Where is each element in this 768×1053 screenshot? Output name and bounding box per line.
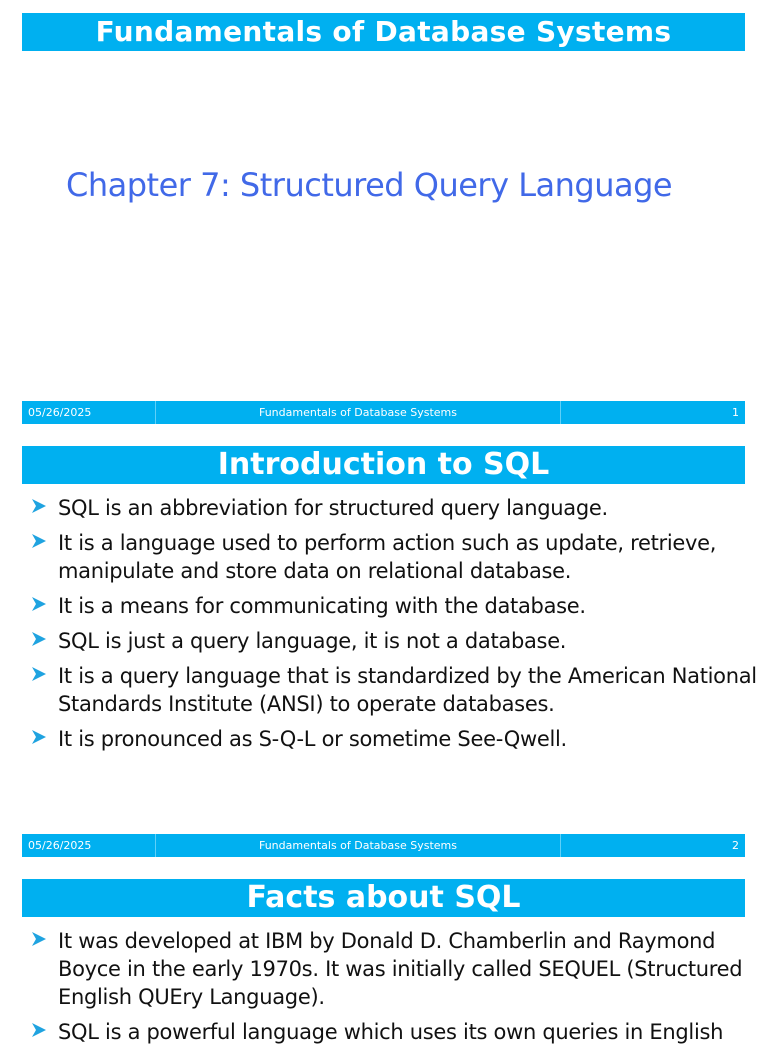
slide-1 — [0, 0, 768, 430]
list-item — [30, 494, 760, 522]
slide-2-title: Introduction to SQL — [22, 446, 745, 484]
slide-2 — [0, 446, 768, 866]
footer-divider — [560, 401, 561, 424]
footer-page-number: 2 — [732, 839, 739, 852]
bullet-text: SQL is just a query language, it is not a database. — [58, 629, 567, 653]
list-item — [30, 592, 760, 620]
arrow-bullet-icon — [30, 532, 48, 550]
footer-date: 05/26/2025 — [28, 839, 92, 852]
bullet-text: It is pronounced as S-Q-L or sometime See-Qwell. — [58, 727, 567, 751]
bullet-list — [30, 927, 760, 1053]
footer-date: 05/26/2025 — [28, 406, 92, 419]
arrow-bullet-icon — [30, 497, 48, 515]
slide-1-title: Fundamentals of Database Systems — [22, 13, 745, 51]
list-item — [30, 627, 760, 655]
slide-2-footer — [22, 834, 745, 857]
list-item — [30, 662, 760, 718]
footer-title: Fundamentals of Database Systems — [258, 406, 458, 419]
list-item — [30, 927, 760, 1011]
footer-title: Fundamentals of Database Systems — [258, 839, 458, 852]
footer-page-number: 1 — [732, 406, 739, 419]
bullet-text: It is a query language that is standardized by the American National Standards Institute (ANSI) to operate databases. — [58, 664, 757, 716]
bullet-text: It was developed at IBM by Donald D. Chamberlin and Raymond Boyce in the early 1970s. It was initially called SEQUEL (Structured English QUEry Language). — [58, 929, 743, 1009]
arrow-bullet-icon — [30, 728, 48, 746]
bullet-text: SQL is an abbreviation for structured query language. — [58, 496, 608, 520]
bullet-text: SQL is a powerful language which uses its own queries in English — [58, 1020, 724, 1044]
arrow-bullet-icon — [30, 595, 48, 613]
footer-divider — [560, 834, 561, 857]
bullet-text: It is a language used to perform action such as update, retrieve, manipulate and store data on relational database. — [58, 531, 717, 583]
list-item — [30, 1018, 760, 1046]
arrow-bullet-icon — [30, 630, 48, 648]
slide-1-footer — [22, 401, 745, 424]
slide-3-title: Facts about SQL — [22, 879, 745, 917]
list-item — [30, 725, 760, 753]
arrow-bullet-icon — [30, 930, 48, 948]
arrow-bullet-icon — [30, 665, 48, 683]
slide-3 — [0, 879, 768, 1044]
bullet-list — [30, 494, 760, 760]
bullet-text: It is a means for communicating with the database. — [58, 594, 586, 618]
chapter-title: Chapter 7: Structured Query Language — [66, 166, 673, 204]
list-item — [30, 529, 760, 585]
arrow-bullet-icon — [30, 1021, 48, 1039]
